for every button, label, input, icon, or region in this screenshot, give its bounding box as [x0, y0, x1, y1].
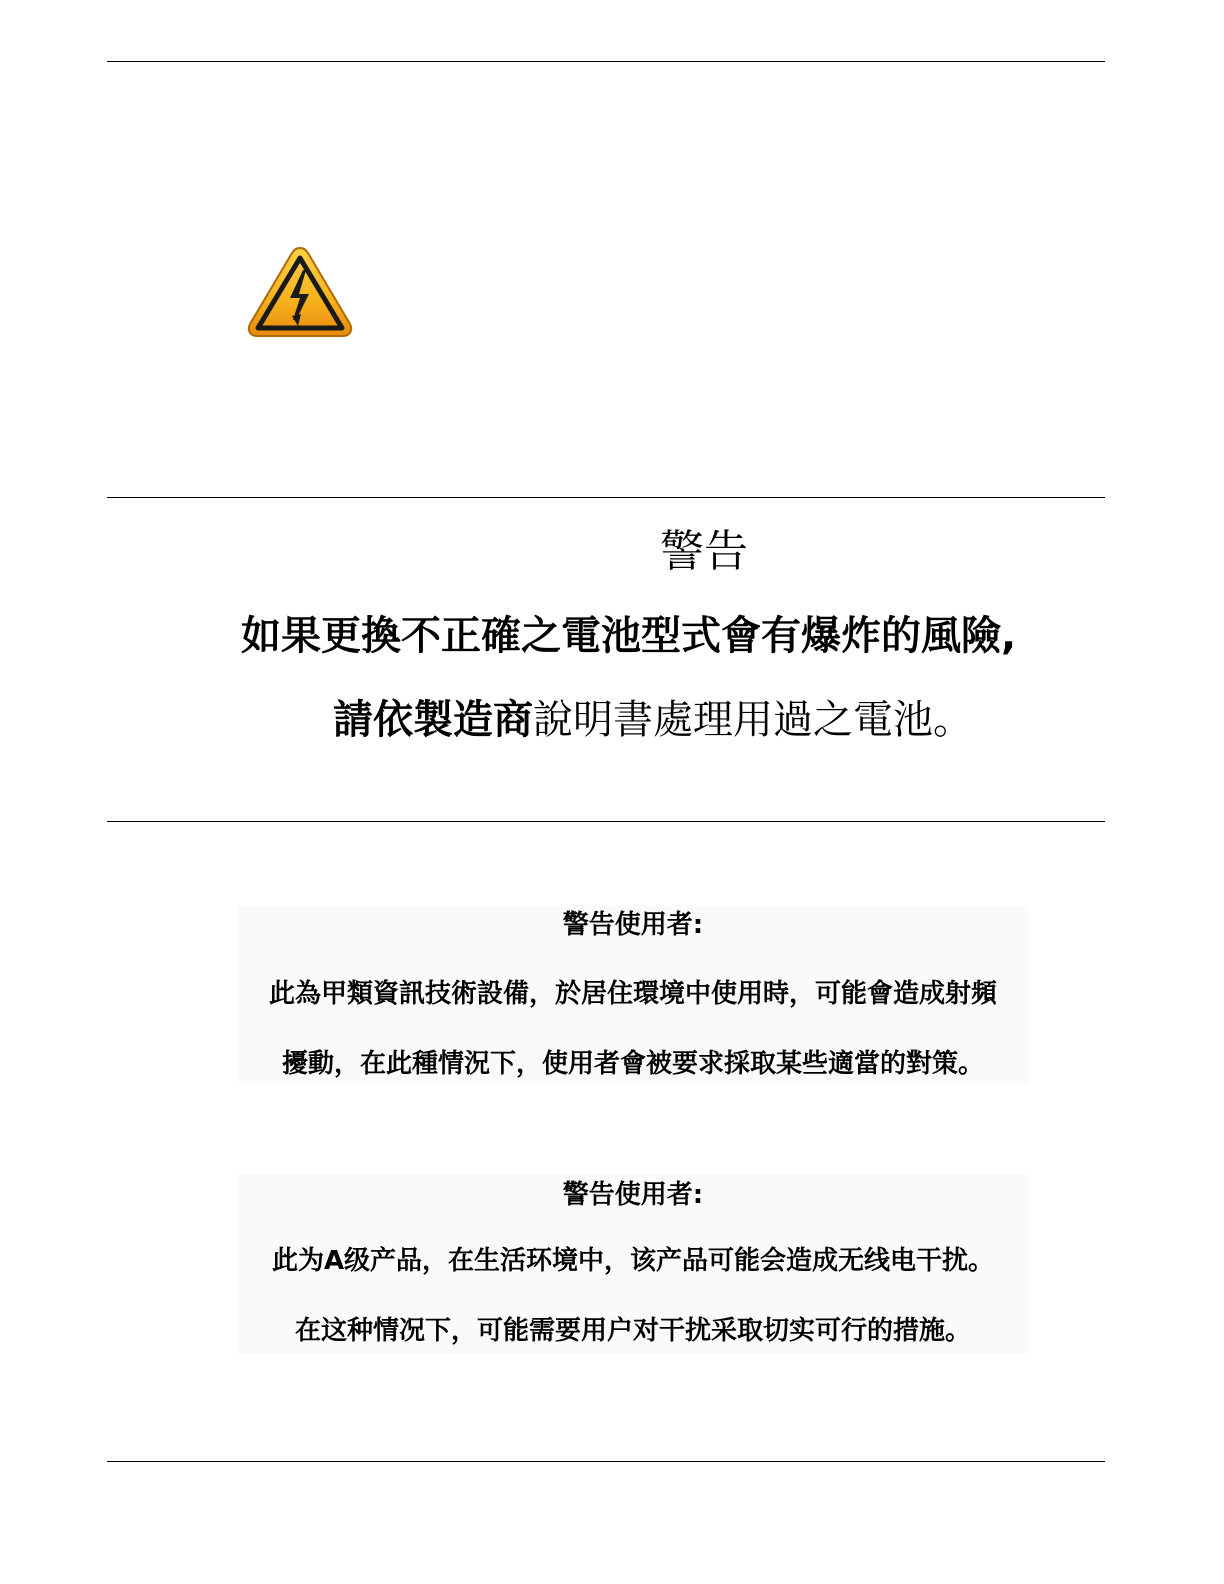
notice-simplified-chinese: [238, 1175, 1028, 1353]
battery-warning-line-2: [333, 692, 973, 748]
notice-title: 警告使用者:: [562, 1180, 704, 1210]
notice-line-2: 在这种情况下，可能需要用户对干扰采取切实可行的措施。: [294, 1316, 971, 1346]
bottom-divider: [107, 1461, 1105, 1462]
battery-warning-title: 警告: [660, 526, 748, 577]
battery-warning-line-2-bold: 請依製造商: [333, 697, 533, 743]
notice-line-1: 此為甲類資訊技術設備，於居住環境中使用時，可能會造成射頻: [268, 979, 997, 1009]
top-divider: [107, 61, 1105, 62]
notice-title: 警告使用者:: [562, 910, 704, 940]
notice-line-2: 擾動，在此種情況下，使用者會被要求採取某些適當的對策。: [281, 1049, 984, 1079]
notice-line-1: 此为A级产品，在生活环境中，该产品可能会造成无线电干扰。: [271, 1246, 995, 1276]
section-divider: [107, 821, 1105, 822]
high-voltage-warning-icon: [246, 244, 354, 340]
battery-warning-line-2-regular: 說明書處理用過之電池。: [533, 697, 973, 743]
notice-traditional-chinese: [238, 905, 1028, 1083]
battery-warning-line-1: 如果更換不正確之電池型式會有爆炸的風險,: [241, 613, 1017, 659]
section-divider: [107, 497, 1105, 498]
